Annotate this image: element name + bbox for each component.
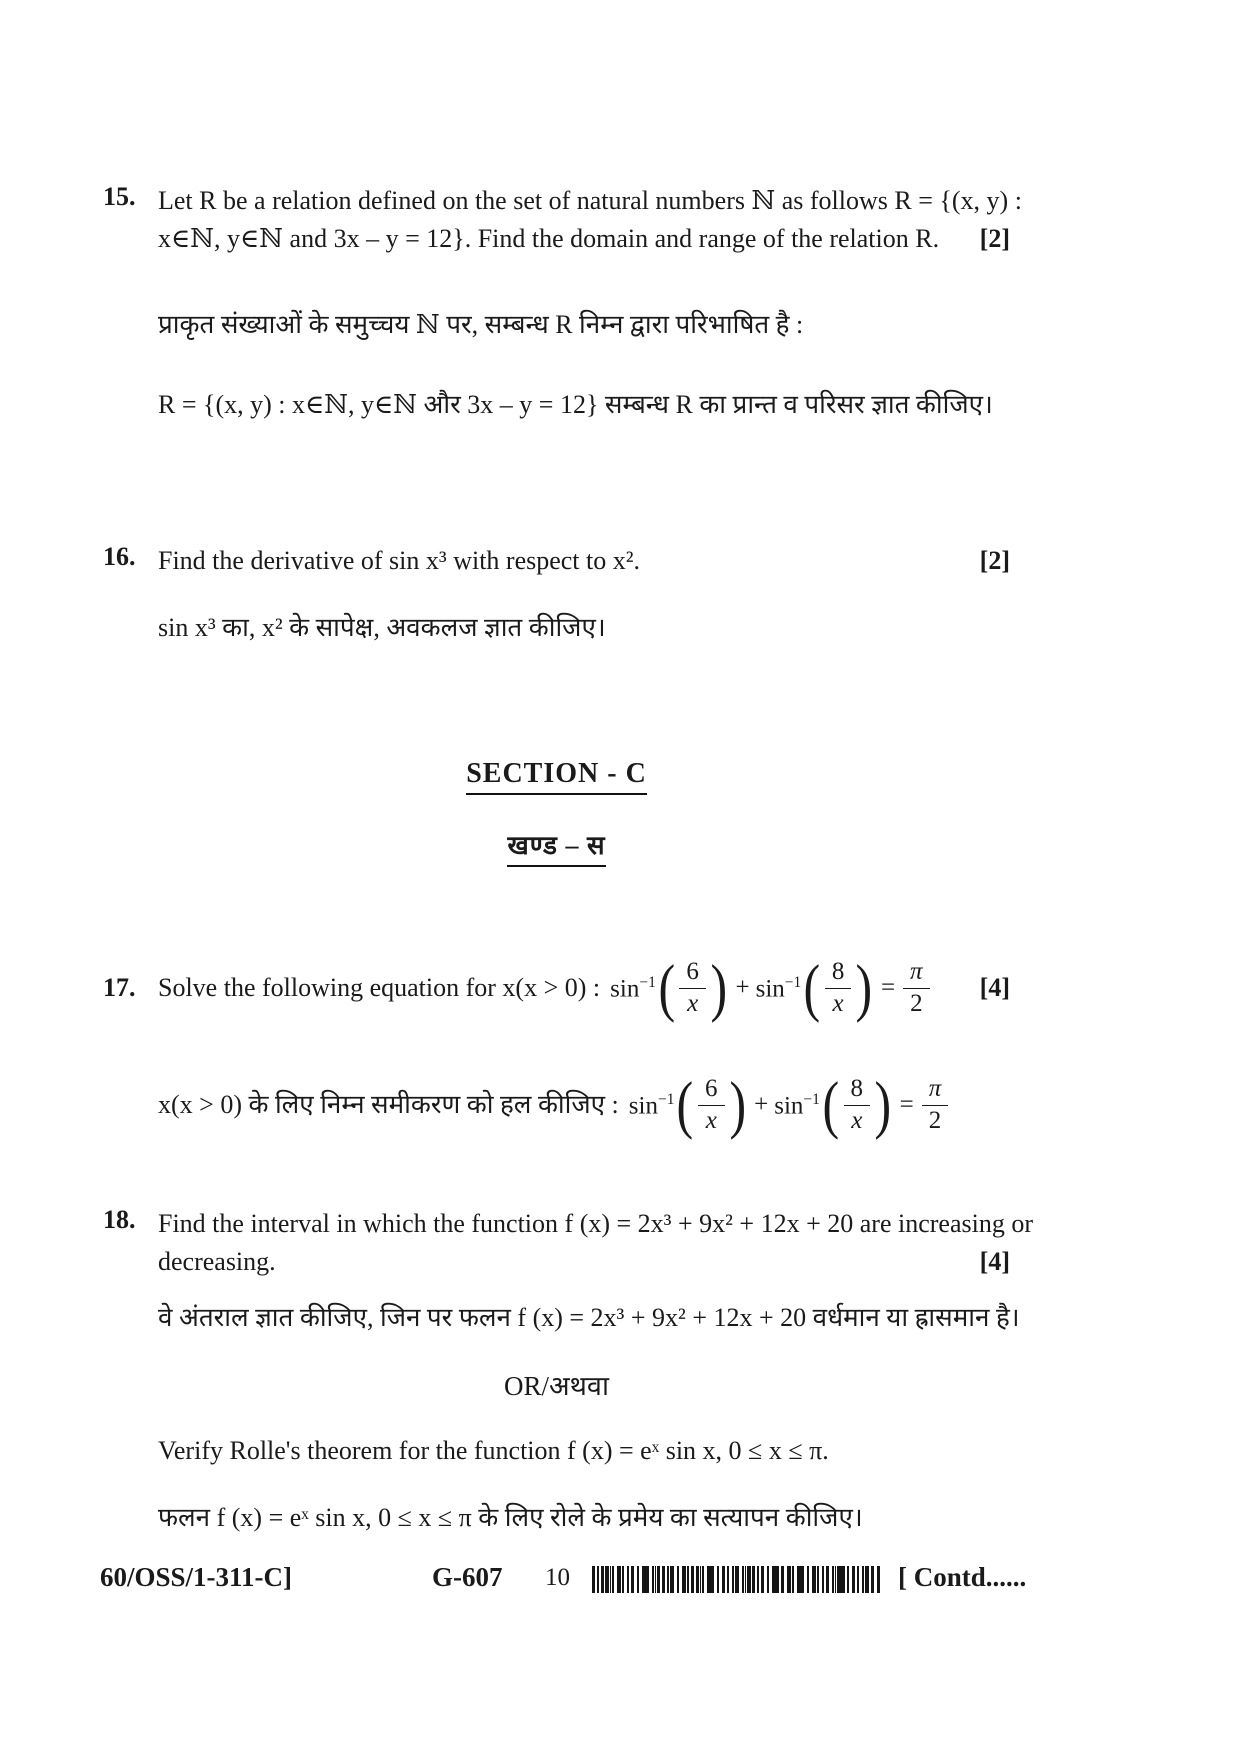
right-paren: ): [710, 951, 728, 1023]
question-15-hindi-intro: प्राकृत संख्याओं के समुच्चय ℕ पर, सम्बन्ध R निम्न द्वारा परिभाषित है :: [158, 310, 804, 339]
footer-page-number: 10: [545, 1564, 570, 1591]
footer-paper-code: 60/OSS/1-311-C]: [100, 1562, 293, 1592]
right-paren: ): [874, 1068, 892, 1140]
question-16-hindi: sin x³ का, x² के सापेक्ष, अवकलज ज्ञात कीजिए।: [158, 613, 606, 642]
or-divider: OR/अथवा: [504, 1371, 609, 1401]
question-number: 17.: [103, 973, 136, 1003]
question-17-lead-english: Solve the following equation for x(x > 0) :: [158, 973, 601, 1003]
marks-badge: [4]: [979, 1247, 1010, 1276]
barcode: [592, 1566, 880, 1593]
question-15-text-line1: Let R be a relation defined on the set of natural numbers ℕ as follows R = {(x, y) :: [158, 186, 1022, 215]
section-heading-wrap: [103, 758, 1010, 795]
question-number: 18.: [103, 1205, 136, 1234]
question-15: [103, 182, 1022, 258]
section-heading-hindi: खण्ड – स: [507, 826, 605, 867]
left-paren: (: [803, 951, 821, 1023]
left-paren: (: [676, 1068, 694, 1140]
question-18-alt-english: Verify Rolle's theorem for the function f (x) = eˣ sin x, 0 ≤ x ≤ π.: [158, 1436, 829, 1465]
question-16: [103, 542, 1010, 580]
question-17: [103, 951, 1010, 1023]
marks-badge: [4]: [979, 973, 1010, 1003]
right-paren: ): [729, 1068, 746, 1140]
question-18-alt-hindi: फलन f (x) = eˣ sin x, 0 ≤ x ≤ π के लिए रोले के प्रमेय का सत्यापन कीजिए।: [158, 1503, 863, 1532]
left-paren: (: [658, 951, 675, 1023]
marks-badge: [2]: [979, 224, 1010, 253]
question-17-hindi: [158, 1068, 950, 1140]
question-number: 16.: [103, 542, 136, 571]
equation-arcsin-english: $\sin^{-1}$ ( $\frac{6}{x}$ ) + $\sin^{-1}$ ( $\frac{8}{x}$ ) = $\frac{\pi}{2}$: [610, 958, 931, 1019]
right-paren: ): [855, 951, 873, 1023]
left-paren: (: [822, 1068, 840, 1140]
footer-booklet-code: G-607: [432, 1562, 503, 1592]
footer-contd: [ Contd......: [898, 1562, 1027, 1592]
question-16-text: Find the derivative of sin x³ with respect to x².: [158, 546, 641, 575]
question-17-lead-hindi: x(x > 0) के लिए निम्न समीकरण को हल कीजिए :: [158, 1090, 619, 1120]
section-heading-english: SECTION - C: [466, 758, 647, 795]
subsection-heading-wrap: [103, 826, 1010, 867]
question-18-text-line1: Find the interval in which the function f (x) = 2x³ + 9x² + 12x + 20 are increasing or: [158, 1209, 1033, 1238]
question-18-text-line2: decreasing.: [158, 1247, 276, 1276]
equation-arcsin-hindi: $\sin^{-1}$ ( $\frac{6}{x}$ ) + $\sin^{-1}$ ( $\frac{8}{x}$ ) = $\frac{\pi}{2}$: [629, 1075, 950, 1136]
question-15-hindi-equation: R = {(x, y) : x∈ℕ, y∈ℕ और 3x – y = 12} सम्बन्ध R का प्रान्त व परिसर ज्ञात कीजिए।: [158, 390, 993, 419]
question-15-text-line2: x∈ℕ, y∈ℕ and 3x – y = 12}. Find the domain and range of the relation R.: [158, 224, 940, 253]
question-18-hindi: वे अंतराल ज्ञात कीजिए, जिन पर फलन f (x) = 2x³ + 9x² + 12x + 20 वर्धमान या ह्रासमान है।: [158, 1303, 1020, 1332]
question-number: 15.: [103, 182, 136, 211]
marks-badge: [2]: [979, 546, 1010, 575]
question-18: [103, 1205, 1033, 1281]
